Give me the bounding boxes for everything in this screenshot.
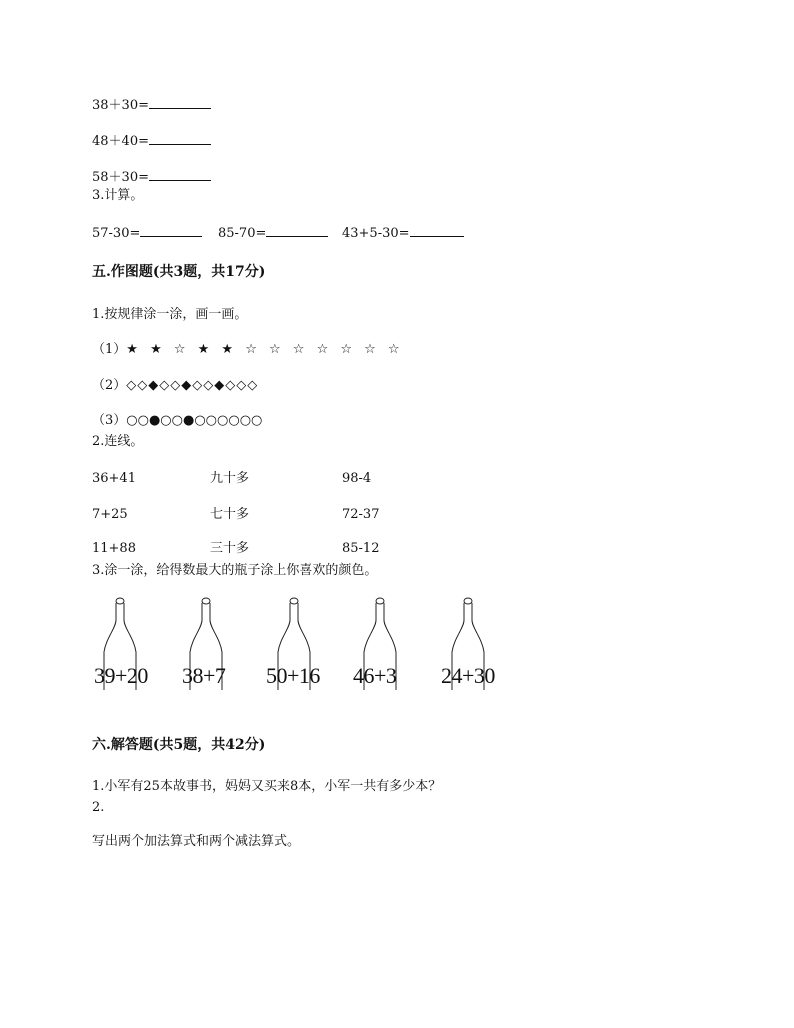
pattern-row — [92, 413, 262, 429]
question-text: 1.小军有25本故事书，妈妈又买来8本，小军一共有多少本？ — [92, 779, 442, 794]
bottle-label: 46+3 — [353, 663, 397, 688]
answer-blank[interactable] — [410, 224, 464, 237]
bottle-label: 39+20 — [94, 663, 148, 688]
pattern-label: （2） — [92, 378, 127, 393]
match-middle[interactable]: 九十多 — [210, 471, 250, 486]
pattern-label: （3） — [92, 413, 127, 428]
calc-expr: 48＋40= — [92, 134, 149, 149]
bottle-label: 24+30 — [441, 663, 495, 688]
section-heading: 五.作图题(共3题，共17分) — [92, 264, 266, 280]
match-right[interactable]: 85-12 — [342, 541, 380, 556]
calc-item — [92, 224, 202, 242]
match-left[interactable]: 7+25 — [92, 507, 128, 522]
question-title: 3.计算。 — [92, 188, 144, 203]
answer-blank[interactable] — [149, 96, 211, 109]
calc-expr: 58＋30= — [92, 170, 149, 185]
match-middle[interactable]: 三十多 — [210, 541, 250, 556]
question-title: 2.连线。 — [92, 434, 144, 449]
match-right[interactable]: 98-4 — [342, 471, 372, 486]
calc-expr: 57-30= — [92, 226, 141, 241]
star-pattern: ★ ★ ☆ ★ ★ ☆ ☆ ☆ ☆ ☆ ☆ ☆ — [126, 342, 404, 357]
calc-expr: 38＋30= — [92, 98, 149, 113]
match-right[interactable]: 72-37 — [342, 507, 380, 522]
answer-blank[interactable] — [266, 224, 328, 237]
section-heading: 六.解答题(共5题，共42分) — [92, 737, 266, 753]
match-middle[interactable]: 七十多 — [210, 507, 250, 522]
pattern-row — [92, 378, 258, 394]
circle-pattern: ○○●○○●○○○○○○ — [126, 413, 263, 428]
pattern-row — [92, 342, 404, 358]
question-text: 写出两个加法算式和两个减法算式。 — [92, 834, 301, 849]
match-left[interactable]: 36+41 — [92, 471, 136, 486]
bottle-label: 38+7 — [182, 663, 226, 688]
bottle-label: 50+16 — [266, 663, 320, 688]
calc-expr: 43+5-30= — [342, 226, 410, 241]
calc-row-3 — [92, 168, 211, 186]
diamond-pattern: ◇◇◆◇◇◆◇◇◆◇◇◇ — [126, 378, 259, 393]
calc-item — [218, 224, 328, 242]
answer-blank[interactable] — [140, 224, 202, 237]
question-number: 2. — [92, 800, 105, 815]
match-left[interactable]: 11+88 — [92, 541, 136, 556]
question-title: 1.按规律涂一涂，画一画。 — [92, 307, 248, 322]
calc-row-1 — [92, 96, 211, 114]
calc-row-2 — [92, 132, 211, 150]
question-title: 3.涂一涂，给得数最大的瓶子涂上你喜欢的颜色。 — [92, 563, 378, 578]
pattern-label: （1） — [92, 342, 127, 357]
answer-blank[interactable] — [149, 132, 211, 145]
calc-expr: 85-70= — [218, 226, 267, 241]
calc-item — [342, 224, 464, 242]
answer-blank[interactable] — [149, 168, 211, 181]
